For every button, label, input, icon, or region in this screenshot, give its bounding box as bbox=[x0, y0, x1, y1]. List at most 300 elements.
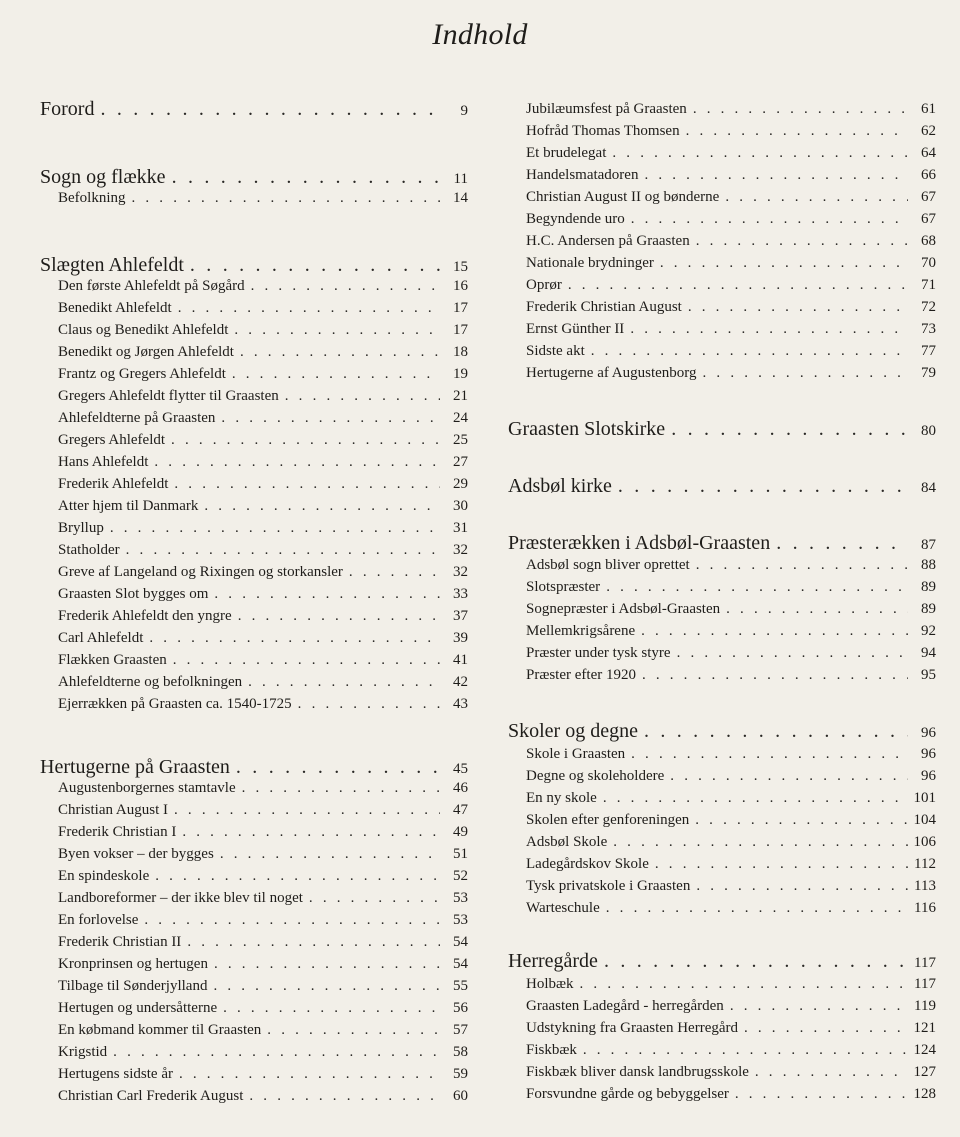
dot-leader bbox=[642, 667, 908, 684]
toc-entry bbox=[526, 1020, 936, 1037]
toc-section-heading bbox=[508, 418, 936, 441]
toc-entry bbox=[58, 542, 468, 559]
toc-entry bbox=[58, 652, 468, 669]
toc-page-number: 96 bbox=[921, 746, 936, 762]
toc-page-number: 71 bbox=[921, 277, 936, 293]
toc-entry-title: Kronprinsen og hertugen bbox=[58, 956, 208, 972]
toc-entry-title: Benedikt Ahlefeldt bbox=[58, 300, 172, 316]
dot-leader bbox=[174, 802, 440, 819]
dot-leader bbox=[755, 1064, 908, 1081]
toc-page-number: 27 bbox=[453, 454, 468, 470]
toc-entry bbox=[58, 890, 468, 907]
toc-entry bbox=[58, 1066, 468, 1083]
toc-page-number: 9 bbox=[460, 103, 468, 119]
toc-entry-title: Fiskbæk bbox=[526, 1042, 577, 1058]
toc-page-number: 113 bbox=[914, 878, 936, 894]
dot-leader bbox=[644, 167, 908, 184]
toc-entry-title: Udstykning fra Graasten Herregård bbox=[526, 1020, 738, 1036]
toc-page-number: 18 bbox=[453, 344, 468, 360]
dot-leader bbox=[187, 934, 440, 951]
dot-leader bbox=[174, 476, 440, 493]
toc-page-number: 46 bbox=[453, 780, 468, 796]
toc-entry bbox=[526, 900, 936, 917]
toc-page-number: 104 bbox=[913, 812, 936, 828]
toc-entry bbox=[58, 824, 468, 841]
toc-entry-title: Atter hjem til Danmark bbox=[58, 498, 199, 514]
toc-entry-title: Degne og skoleholdere bbox=[526, 768, 665, 784]
toc-entry-title: Jubilæumsfest på Graasten bbox=[526, 101, 687, 117]
dot-leader bbox=[580, 976, 908, 993]
dot-leader bbox=[693, 101, 908, 118]
toc-entry bbox=[526, 998, 936, 1015]
dot-leader bbox=[568, 277, 908, 294]
toc-entry bbox=[526, 145, 936, 162]
toc-page-number: 67 bbox=[921, 211, 936, 227]
toc-entry-title: Slotspræster bbox=[526, 579, 601, 595]
toc-page-number: 112 bbox=[914, 856, 936, 872]
toc-entry bbox=[526, 834, 936, 851]
toc-page-number: 95 bbox=[921, 667, 936, 683]
toc-entry bbox=[526, 790, 936, 807]
toc-entry-title: En spindeskole bbox=[58, 868, 150, 884]
dot-leader bbox=[309, 890, 440, 907]
toc-entry-title: Hofråd Thomas Thomsen bbox=[526, 123, 680, 139]
dot-leader bbox=[670, 768, 908, 785]
toc-page-number: 39 bbox=[453, 630, 468, 646]
toc-page-number: 17 bbox=[453, 322, 468, 338]
toc-entry-title: Præsterækken i Adsbøl-Graasten bbox=[508, 532, 771, 554]
dot-leader bbox=[703, 365, 908, 382]
toc-page-number: 79 bbox=[921, 365, 936, 381]
toc-entry bbox=[58, 190, 468, 207]
dot-leader bbox=[223, 1000, 440, 1017]
toc-entry bbox=[526, 189, 936, 206]
toc-page-number: 31 bbox=[453, 520, 468, 536]
toc-page-number: 116 bbox=[914, 900, 936, 916]
toc-entry-title: Landboreformer – der ikke blev til noget bbox=[58, 890, 303, 906]
toc-page-number: 33 bbox=[453, 586, 468, 602]
toc-page-number: 64 bbox=[921, 145, 936, 161]
toc-entry-title: Claus og Benedikt Ahlefeldt bbox=[58, 322, 229, 338]
toc-entry-title: Sogn og flække bbox=[40, 166, 166, 188]
toc-entry-title: Sognepræster i Adsbøl-Graasten bbox=[526, 601, 721, 617]
toc-page-number: 16 bbox=[453, 278, 468, 294]
toc-entry-title: Hans Ahlefeldt bbox=[58, 454, 149, 470]
dot-leader bbox=[221, 410, 440, 427]
toc-entry-title: Ahlefeldterne på Graasten bbox=[58, 410, 216, 426]
toc-page-number: 57 bbox=[453, 1022, 468, 1038]
dot-leader bbox=[298, 696, 440, 713]
toc-page-number: 80 bbox=[921, 423, 936, 439]
toc-entry bbox=[58, 410, 468, 427]
dot-leader bbox=[655, 856, 908, 873]
dot-leader bbox=[677, 645, 908, 662]
dot-leader bbox=[182, 824, 440, 841]
toc-entry bbox=[526, 667, 936, 684]
toc-entry bbox=[526, 623, 936, 640]
toc-entry-title: Frederik Christian August bbox=[526, 299, 682, 315]
toc-page-number: 58 bbox=[453, 1044, 468, 1060]
dot-leader bbox=[234, 322, 440, 339]
toc-entry bbox=[526, 101, 936, 118]
toc-entry bbox=[526, 1064, 936, 1081]
page-title: Indhold bbox=[432, 18, 528, 51]
dot-leader bbox=[172, 166, 440, 189]
toc-entry-title: Begyndende uro bbox=[526, 211, 625, 227]
toc-entry bbox=[58, 454, 468, 471]
toc-entry bbox=[58, 846, 468, 863]
toc-page-number: 30 bbox=[453, 498, 468, 514]
toc-entry-title: Hertugerne af Augustenborg bbox=[526, 365, 697, 381]
toc-section-heading bbox=[40, 166, 468, 189]
dot-leader bbox=[349, 564, 440, 581]
toc-page-number: 94 bbox=[921, 645, 936, 661]
toc-entry-title: Christian Carl Frederik August bbox=[58, 1088, 244, 1104]
dot-leader bbox=[631, 211, 908, 228]
toc-page-number: 96 bbox=[921, 768, 936, 784]
toc-entry bbox=[526, 123, 936, 140]
toc-entry-title: Ahlefeldterne og befolkningen bbox=[58, 674, 243, 690]
toc-entry-title: Forsvundne gårde og bebyggelser bbox=[526, 1086, 729, 1102]
toc-entry bbox=[526, 343, 936, 360]
dot-leader bbox=[248, 674, 440, 691]
toc-entry bbox=[526, 557, 936, 574]
dot-leader bbox=[604, 950, 908, 973]
toc-entry-title: Hertugens sidste år bbox=[58, 1066, 173, 1082]
toc-entry bbox=[58, 696, 468, 713]
toc-page-number: 124 bbox=[913, 1042, 936, 1058]
toc-entry bbox=[526, 299, 936, 316]
toc-entry bbox=[58, 344, 468, 361]
dot-leader bbox=[583, 1042, 908, 1059]
toc-entry bbox=[526, 211, 936, 228]
toc-page-number: 89 bbox=[921, 579, 936, 595]
toc-entry-title: Warteschule bbox=[526, 900, 600, 916]
toc-page-number: 37 bbox=[453, 608, 468, 624]
toc-entry bbox=[58, 432, 468, 449]
toc-entry-title: Adsbøl kirke bbox=[508, 475, 612, 497]
toc-page-number: 29 bbox=[453, 476, 468, 492]
toc-page-number: 24 bbox=[453, 410, 468, 426]
toc-page-number: 47 bbox=[453, 802, 468, 818]
toc-entry-title: Frederik Ahlefeldt den yngre bbox=[58, 608, 232, 624]
toc-entry bbox=[58, 388, 468, 405]
toc-entry-title: Gregers Ahlefeldt flytter til Graasten bbox=[58, 388, 279, 404]
dot-leader bbox=[631, 746, 908, 763]
toc-page-number: 117 bbox=[914, 955, 936, 971]
toc-entry-title: Fiskbæk bliver dansk landbrugsskole bbox=[526, 1064, 749, 1080]
toc-entry bbox=[526, 1086, 936, 1103]
toc-entry-title: Frederik Christian II bbox=[58, 934, 182, 950]
dot-leader bbox=[641, 623, 908, 640]
toc-page-number: 96 bbox=[921, 725, 936, 741]
toc-entry bbox=[58, 564, 468, 581]
dot-leader bbox=[695, 812, 908, 829]
toc-page-number: 52 bbox=[453, 868, 468, 884]
dot-leader bbox=[696, 233, 908, 250]
dot-leader bbox=[232, 366, 440, 383]
toc-entry-title: Flækken Graasten bbox=[58, 652, 167, 668]
dot-leader bbox=[238, 608, 440, 625]
toc-entry-title: Frederik Christian I bbox=[58, 824, 177, 840]
toc-page-number: 70 bbox=[921, 255, 936, 271]
toc-entry-title: Gregers Ahlefeldt bbox=[58, 432, 166, 448]
toc-entry-title: Adsbøl Skole bbox=[526, 834, 608, 850]
toc-entry bbox=[58, 366, 468, 383]
dot-leader bbox=[190, 254, 440, 277]
dot-leader bbox=[688, 299, 908, 316]
toc-page-number: 32 bbox=[453, 564, 468, 580]
dot-leader bbox=[155, 868, 440, 885]
dot-leader bbox=[735, 1086, 908, 1103]
toc-page-number: 119 bbox=[914, 998, 936, 1014]
toc-entry bbox=[526, 601, 936, 618]
dot-leader bbox=[171, 432, 440, 449]
toc-entry-title: Christian August I bbox=[58, 802, 169, 818]
toc-entry bbox=[526, 856, 936, 873]
toc-page-number: 62 bbox=[921, 123, 936, 139]
toc-entry bbox=[58, 608, 468, 625]
toc-entry bbox=[58, 476, 468, 493]
toc-page-number: 72 bbox=[921, 299, 936, 315]
toc-entry-title: Oprør bbox=[526, 277, 562, 293]
toc-page-number: 73 bbox=[921, 321, 936, 337]
dot-leader bbox=[671, 418, 908, 441]
toc-entry-title: Carl Ahlefeldt bbox=[58, 630, 144, 646]
toc-entry bbox=[526, 365, 936, 382]
toc-entry bbox=[58, 630, 468, 647]
toc-entry-title: Augustenborgernes stamtavle bbox=[58, 780, 236, 796]
toc-entry bbox=[526, 976, 936, 993]
toc-entry-title: Holbæk bbox=[526, 976, 574, 992]
toc-page-number: 14 bbox=[453, 190, 468, 206]
dot-leader bbox=[144, 912, 440, 929]
toc-entry-title: Herregårde bbox=[508, 950, 598, 972]
toc-entry-title: Præster efter 1920 bbox=[526, 667, 636, 683]
toc-page-number: 17 bbox=[453, 300, 468, 316]
toc-page-number: 60 bbox=[453, 1088, 468, 1104]
toc-entry-title: Slægten Ahlefeldt bbox=[40, 254, 184, 276]
toc-entry-title: Graasten Ladegård - herregården bbox=[526, 998, 724, 1014]
toc-entry-title: H.C. Andersen på Graasten bbox=[526, 233, 690, 249]
toc-entry bbox=[526, 321, 936, 338]
toc-entry-title: Christian August II og bønderne bbox=[526, 189, 720, 205]
toc-entry-title: Præster under tysk styre bbox=[526, 645, 671, 661]
toc-entry bbox=[58, 802, 468, 819]
toc-page-number: 68 bbox=[921, 233, 936, 249]
dot-leader bbox=[730, 998, 908, 1015]
toc-page-number: 25 bbox=[453, 432, 468, 448]
dot-leader bbox=[603, 790, 908, 807]
dot-leader bbox=[242, 780, 440, 797]
toc-section-heading bbox=[508, 475, 936, 498]
toc-page-number: 15 bbox=[453, 259, 468, 275]
toc-page-number: 56 bbox=[453, 1000, 468, 1016]
toc-entry-title: Krigstid bbox=[58, 1044, 108, 1060]
toc-section-heading bbox=[508, 720, 936, 743]
toc-entry-title: Adsbøl sogn bliver oprettet bbox=[526, 557, 690, 573]
dot-leader bbox=[249, 1088, 440, 1105]
dot-leader bbox=[686, 123, 908, 140]
toc-page-number: 77 bbox=[921, 343, 936, 359]
dot-leader bbox=[696, 878, 908, 895]
dot-leader bbox=[126, 542, 440, 559]
toc-entry bbox=[526, 768, 936, 785]
toc-entry-title: Tysk privatskole i Graasten bbox=[526, 878, 691, 894]
toc-page-number: 42 bbox=[453, 674, 468, 690]
toc-entry-title: Den første Ahlefeldt på Søgård bbox=[58, 278, 245, 294]
dot-leader bbox=[725, 189, 908, 206]
toc-section-heading bbox=[508, 950, 936, 973]
dot-leader bbox=[149, 630, 440, 647]
toc-entry-title: Et brudelegat bbox=[526, 145, 607, 161]
dot-leader bbox=[726, 601, 908, 618]
toc-page-number: 11 bbox=[453, 171, 468, 187]
toc-page-number: 117 bbox=[914, 976, 936, 992]
toc-entry bbox=[58, 780, 468, 797]
toc-entry-title: Skole i Graasten bbox=[526, 746, 626, 762]
dot-leader bbox=[220, 846, 440, 863]
toc-entry bbox=[526, 746, 936, 763]
toc-entry-title: Hertugen og undersåtterne bbox=[58, 1000, 218, 1016]
toc-entry-title: En forlovelse bbox=[58, 912, 139, 928]
dot-leader bbox=[744, 1020, 908, 1037]
dot-leader bbox=[606, 579, 908, 596]
toc-entry-title: Forord bbox=[40, 98, 95, 120]
toc-entry bbox=[58, 1000, 468, 1017]
toc-page-number: 53 bbox=[453, 890, 468, 906]
toc-section-heading bbox=[508, 532, 936, 555]
toc-entry-title: Skolen efter genforeningen bbox=[526, 812, 690, 828]
toc-page-number: 53 bbox=[453, 912, 468, 928]
dot-leader bbox=[100, 98, 440, 121]
toc-entry bbox=[58, 1088, 468, 1105]
toc-page-number: 92 bbox=[921, 623, 936, 639]
toc-page-number: 41 bbox=[453, 652, 468, 668]
dot-leader bbox=[154, 454, 440, 471]
toc-entry bbox=[58, 674, 468, 691]
dot-leader bbox=[285, 388, 440, 405]
toc-entry-title: Hertugerne på Graasten bbox=[40, 756, 230, 778]
dot-leader bbox=[630, 321, 908, 338]
toc-page-number: 54 bbox=[453, 956, 468, 972]
toc-page-number: 89 bbox=[921, 601, 936, 617]
toc-entry bbox=[58, 300, 468, 317]
dot-leader bbox=[204, 498, 440, 515]
toc-entry-title: Nationale brydninger bbox=[526, 255, 654, 271]
toc-entry-title: Bryllup bbox=[58, 520, 104, 536]
toc-section-heading bbox=[40, 254, 468, 277]
toc-page-number: 87 bbox=[921, 537, 936, 553]
toc-entry-title: Ernst Günther II bbox=[526, 321, 625, 337]
toc-page-number: 84 bbox=[921, 480, 936, 496]
toc-entry-title: Befolkning bbox=[58, 190, 126, 206]
dot-leader bbox=[178, 300, 440, 317]
toc-page-number: 59 bbox=[453, 1066, 468, 1082]
toc-page-number: 49 bbox=[453, 824, 468, 840]
dot-leader bbox=[606, 900, 908, 917]
toc-entry-title: Frantz og Gregers Ahlefeldt bbox=[58, 366, 226, 382]
dot-leader bbox=[132, 190, 441, 207]
toc-page-number: 101 bbox=[913, 790, 936, 806]
toc-entry-title: Tilbage til Sønderjylland bbox=[58, 978, 208, 994]
toc-page-number: 67 bbox=[921, 189, 936, 205]
toc-entry-title: Ejerrækken på Graasten ca. 1540-1725 bbox=[58, 696, 292, 712]
dot-leader bbox=[179, 1066, 440, 1083]
toc-page-number: 127 bbox=[913, 1064, 936, 1080]
toc-entry bbox=[526, 277, 936, 294]
toc-entry bbox=[526, 579, 936, 596]
dot-leader bbox=[612, 145, 908, 162]
dot-leader bbox=[591, 343, 908, 360]
toc-entry bbox=[58, 912, 468, 929]
toc-page-number: 54 bbox=[453, 934, 468, 950]
dot-leader bbox=[240, 344, 440, 361]
toc-page-number: 43 bbox=[453, 696, 468, 712]
toc-entry-title: Graasten Slot bygges om bbox=[58, 586, 209, 602]
toc-entry-title: Graasten Slotskirke bbox=[508, 418, 666, 440]
toc-page-number: 106 bbox=[913, 834, 936, 850]
toc-entry bbox=[526, 645, 936, 662]
dot-leader bbox=[644, 720, 908, 743]
toc-entry bbox=[526, 1042, 936, 1059]
dot-leader bbox=[110, 520, 440, 537]
dot-leader bbox=[236, 756, 440, 779]
dot-leader bbox=[173, 652, 440, 669]
toc-section-heading bbox=[40, 756, 468, 779]
dot-leader bbox=[618, 475, 908, 498]
toc-entry-title: Benedikt og Jørgen Ahlefeldt bbox=[58, 344, 234, 360]
toc-entry-title: En købmand kommer til Graasten bbox=[58, 1022, 262, 1038]
toc-entry bbox=[58, 934, 468, 951]
dot-leader bbox=[776, 532, 908, 555]
toc-page-number: 21 bbox=[453, 388, 468, 404]
toc-page-number: 61 bbox=[921, 101, 936, 117]
dot-leader bbox=[214, 586, 440, 603]
toc-section-heading bbox=[40, 98, 468, 121]
toc-entry-title: Mellemkrigsårene bbox=[526, 623, 636, 639]
toc-entry bbox=[58, 322, 468, 339]
dot-leader bbox=[660, 255, 908, 272]
toc-entry bbox=[58, 978, 468, 995]
toc-entry bbox=[526, 255, 936, 272]
toc-entry bbox=[58, 498, 468, 515]
toc-entry bbox=[58, 1044, 468, 1061]
toc-page-number: 55 bbox=[453, 978, 468, 994]
dot-leader bbox=[267, 1022, 440, 1039]
toc-entry-title: Handelsmatadoren bbox=[526, 167, 639, 183]
toc-entry bbox=[58, 586, 468, 603]
toc-entry-title: Frederik Ahlefeldt bbox=[58, 476, 169, 492]
dot-leader bbox=[613, 834, 908, 851]
toc-entry-title: Ladegårdskov Skole bbox=[526, 856, 649, 872]
toc-page-number: 66 bbox=[921, 167, 936, 183]
dot-leader bbox=[696, 557, 908, 574]
toc-entry-title: Sidste akt bbox=[526, 343, 585, 359]
dot-leader bbox=[214, 956, 440, 973]
toc-entry bbox=[58, 868, 468, 885]
toc-entry bbox=[58, 520, 468, 537]
toc-entry bbox=[58, 956, 468, 973]
dot-leader bbox=[251, 278, 440, 295]
toc-entry bbox=[526, 878, 936, 895]
toc-entry-title: Skoler og degne bbox=[508, 720, 638, 742]
toc-entry bbox=[58, 1022, 468, 1039]
toc-page-number: 19 bbox=[453, 366, 468, 382]
toc-page-number: 45 bbox=[453, 761, 468, 777]
toc-entry-title: Statholder bbox=[58, 542, 120, 558]
toc-page-number: 88 bbox=[921, 557, 936, 573]
